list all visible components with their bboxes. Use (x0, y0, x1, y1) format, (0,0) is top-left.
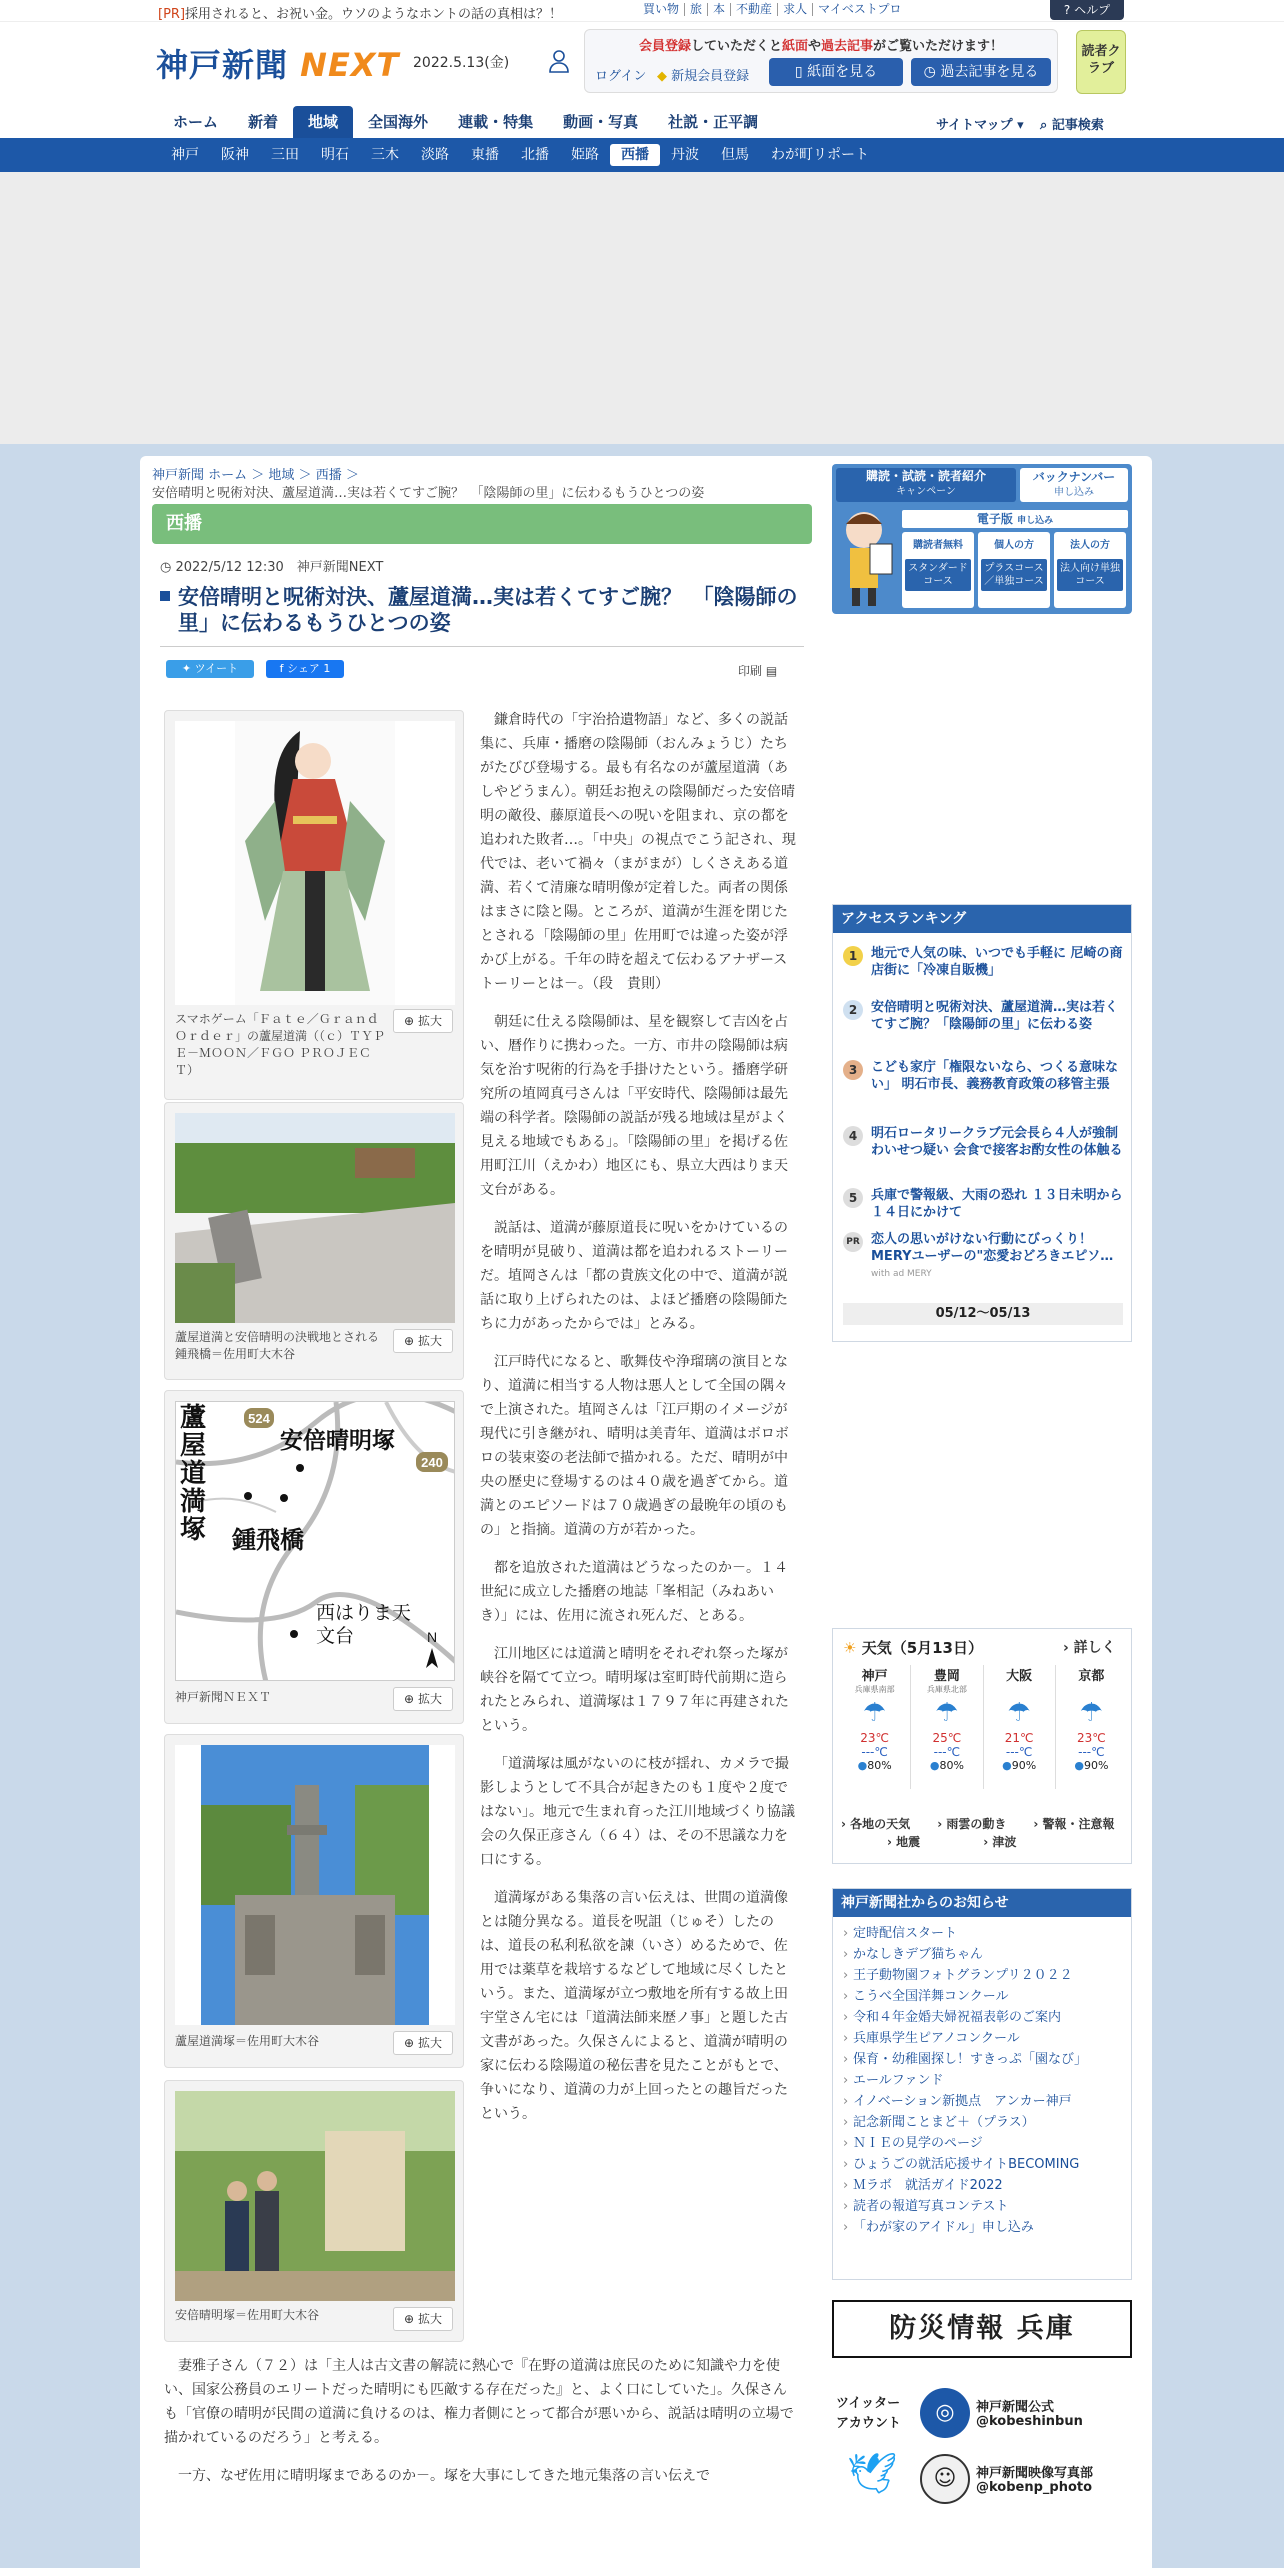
ranking-item[interactable] (843, 1187, 1123, 1221)
personal-label: 個人の方 (994, 540, 1034, 551)
corporate-label: 法人の方 (1070, 540, 1110, 551)
news-item[interactable]: › 「わが家のアイドル」申し込み (843, 2217, 1121, 2238)
figure-caption: 蘆屋道満と安倍晴明の決戦地とされる鍾飛橋＝佐用町大木谷 (175, 1330, 380, 1361)
map-route-240: 240 (421, 1455, 443, 1470)
article-date: 2022/5/12 12:30 (175, 560, 284, 575)
campaign-banner[interactable] (832, 464, 1132, 614)
backnumber-box[interactable] (1020, 468, 1128, 502)
member-lead-5: 過去記事 (821, 39, 874, 54)
article-paragraph: 朝廷に仕える陰陽師は、星を観察して吉凶を占い、暦作りに携わった。一方、市井の陰陽師は病気を治す呪術的行為を手掛けたという。播磨学研究所の埴岡真弓さんは「平安時代、陰陽師は最先端の科学者。陰陽師の説話が残る地域は星がよく見える地域でもある」。「陰陽師の里」を掲げる佐用町江川（えかわ）地区にも、県立大西はりま天文台がある。 (480, 1014, 788, 1198)
weather-city-kobe[interactable] (839, 1665, 911, 1789)
headline-divider (160, 646, 804, 647)
ranking-title: アクセスランキング (833, 905, 1131, 933)
ranking-text: 兵庫で警報級、大雨の恐れ １３日未明から１４日にかけて (871, 1188, 1123, 1220)
ranking-range: 05/12～05/13 (843, 1303, 1123, 1325)
city-area (984, 1684, 1055, 1695)
weather-link-earthquake[interactable]: › 地震 (887, 1835, 921, 1849)
zoom-icon: ⊕ (404, 2036, 415, 2050)
denshi-header (902, 510, 1128, 528)
help-button[interactable] (1050, 0, 1124, 20)
zoom-label: 拡大 (417, 1692, 442, 1706)
map-label-doman: 蘆屋道満塚 (180, 1403, 207, 1545)
city-pop-row (984, 1759, 1055, 1772)
breadcrumb-home[interactable]: 神戸新聞 ホーム (152, 468, 248, 483)
news-item[interactable]: › ＮＩＥの見学のページ (843, 2133, 1121, 2154)
sub-nav (0, 138, 1284, 172)
zoom-label: 拡大 (417, 2312, 442, 2326)
register-label: 新規会員登録 (671, 69, 750, 84)
subnav-town-report[interactable]: わが町リポート (771, 147, 869, 163)
toplink-jobs[interactable]: 求人 (778, 3, 813, 16)
breadcrumb-region[interactable]: 西播 (315, 468, 342, 483)
mascot-icon (836, 504, 898, 610)
zoom-button[interactable] (393, 1687, 453, 1711)
article-headline: 安倍晴明と呪術対決、蘆屋道満…実は若くてすご腕？ 「陰陽師の里」に伝わるもうひとつの姿 (160, 584, 804, 636)
zoom-label: 拡大 (417, 2036, 442, 2050)
news-item[interactable]: › 読者の報道写真コンテスト (843, 2196, 1121, 2217)
pr-link[interactable] (158, 3, 562, 22)
news-item[interactable]: › こうべ全国洋舞コンクール (843, 1986, 1121, 2007)
reader-club-button[interactable]: 読者クラブ (1076, 30, 1126, 94)
zoom-button[interactable] (393, 1009, 453, 1033)
zoom-button[interactable] (393, 2307, 453, 2331)
campaign-subtitle: キャンペーン (896, 486, 956, 497)
nav-home[interactable]: ホーム (173, 113, 219, 131)
member-lead-2: していただくと (690, 39, 782, 54)
help-icon: ? (1063, 3, 1071, 17)
weather-links (841, 1815, 1131, 1851)
zoom-icon: ⊕ (404, 1692, 415, 1706)
area-title-bar: 西播 (152, 504, 812, 544)
chevron-down-icon: ▾ (1017, 118, 1024, 133)
weather-widget (832, 1628, 1132, 1864)
zoom-label: 拡大 (417, 1334, 442, 1348)
zoom-icon: ⊕ (404, 2312, 415, 2326)
facebook-share-button[interactable] (266, 660, 344, 678)
news-list (833, 1917, 1131, 2244)
article-body (480, 708, 796, 2140)
city-pop: 80% (939, 1759, 964, 1772)
rain-icon: ☂ (862, 1698, 887, 1728)
past-articles-label: 過去記事を見る (940, 64, 1039, 80)
page-container (140, 456, 1152, 2568)
subnav-hanshin[interactable]: 阪神 (221, 147, 249, 163)
article-dateline (160, 556, 383, 575)
figure-image-seimei-tomb[interactable] (175, 2091, 455, 2301)
city-area: 兵庫県北部 (926, 1685, 967, 1694)
pr-tag: [PR] (158, 7, 186, 22)
twitter-label: ツイッターアカウント (836, 2396, 901, 2431)
news-title: 神戸新聞社からのお知らせ (833, 1889, 1131, 1917)
ranking-text: 明石ロータリークラブ元会長ら４人が強制わいせつ疑い 会食で接客お酌女性の体触る (871, 1126, 1123, 1158)
weather-link-warnings[interactable]: › 警報・注意報 (1033, 1817, 1115, 1831)
city-high: 25℃ (932, 1731, 962, 1745)
city-high: 23℃ (1077, 1731, 1106, 1745)
map-route-524: 524 (248, 1411, 270, 1426)
city-high: 21℃ (1004, 1731, 1034, 1745)
zoom-icon: ⊕ (404, 1014, 415, 1028)
map-north-label: N (426, 1629, 438, 1645)
twitter-account-photo[interactable] (920, 2452, 1130, 2508)
city-name: 大阪 (1006, 1669, 1033, 1684)
city-name: 神戸 (861, 1669, 888, 1684)
user-icon[interactable] (548, 48, 570, 74)
character-illustration (175, 721, 455, 1005)
subnav-tohban[interactable]: 東播 (471, 147, 499, 163)
ranking-item[interactable] (843, 1059, 1123, 1093)
article-paragraph: 妻雅子さん（７２）は「主人は古文書の解読に熱心で『在野の道満は庶民のために知識や力を使い、国家公務員のエリートだった晴明にも匹敵する存在だった』と、よく口にしていた」。久保さんも「官僚の晴明が民間の道満に負けるのは、権力者側にとって都合が悪いから、説話は晴明の立場で描かれているのだろう」と考える。 (164, 2358, 794, 2446)
figure-caption: スマホゲーム「Ｆａｔｅ／Ｇｒａｎｄ Ｏｒｄｅｒ」の蘆屋道満（（ｃ）ＴＹＰＥ－ＭＯＯＮ／ＦＧＯ ＰＲＯＪＥＣＴ） (175, 1012, 391, 1077)
nav-new[interactable]: 新着 (248, 113, 279, 131)
toplink-shopping[interactable]: 買い物 (638, 3, 685, 16)
weather-link-label: 警報・注意報 (1042, 1817, 1115, 1831)
site-header (0, 22, 1284, 138)
subnav-miki[interactable]: 三木 (371, 147, 399, 163)
zoom-button[interactable] (393, 1329, 453, 1353)
rank-badge: 5 (843, 1188, 863, 1208)
sitemap-label: サイトマップ (936, 118, 1013, 133)
photo-mascot-icon: ☺ (920, 2454, 970, 2504)
pr-text: 採用されると、お祝い金。ウソのようなホントの話の真相は？！ (185, 7, 563, 22)
article-paragraph: 説話は、道満が藤原道長に呪いをかけているのを晴明が見破り、道満は都を追われるストーリーだ。埴岡さんは「都の貴族文化の中で、道満が説話に取り上げられたのは、よほど播磨の陰陽師たちに力があったからでは」とみる。 (480, 1220, 788, 1332)
ad-space (0, 172, 1284, 444)
figure-image-character[interactable] (175, 721, 455, 1005)
nav-region[interactable]: 地域 (293, 106, 353, 138)
corporate-course: 法人向け単独コース (1057, 559, 1123, 591)
subnav-sanda[interactable]: 三田 (271, 147, 299, 163)
free-course-label: 購読者無料 (913, 540, 963, 551)
personal-course-box[interactable] (978, 532, 1050, 608)
kobe-logo-icon: ◎ (920, 2388, 970, 2438)
news-item[interactable]: › 定時配信スタート (843, 1923, 1121, 1944)
city-low: ---℃ (1078, 1745, 1105, 1759)
help-label: ヘルプ (1074, 3, 1111, 17)
search-icon: ⌕ (1040, 118, 1048, 133)
rank-badge: 4 (843, 1126, 863, 1146)
member-lead-4: や (808, 39, 822, 54)
facebook-icon: f (279, 662, 284, 675)
corporate-course-box[interactable] (1054, 532, 1126, 608)
city-low: ---℃ (1005, 1745, 1033, 1759)
nav-series[interactable]: 連載・特集 (458, 113, 534, 131)
article-figure (164, 710, 464, 1100)
breadcrumb-area[interactable]: 地域 (268, 468, 295, 483)
article-paragraph: 都を追放された道満はどうなったのか－。１４世紀に成立した播磨の地誌「峯相記（みねあいき）」には、佐用に流され死んだ、とある。 (480, 1560, 788, 1624)
rank-badge: 3 (843, 1060, 863, 1080)
city-name: 京都 (1078, 1669, 1105, 1684)
news-item[interactable]: › エールファンド (843, 2070, 1121, 2091)
ranking-item[interactable] (843, 999, 1123, 1033)
drop-icon: ● (857, 1759, 868, 1772)
twitter-icon: ✦ (181, 662, 192, 675)
clock-icon: ◷ (923, 64, 936, 80)
article-paragraph: 「道満塚は風がないのに枝が揺れ、カメラで撮影しようとして不具合が起きたのも１度や２度ではない」。地元で生まれ育った江川地域づくり協議会の久保正彦さん（６４）は、その不思議な力を口にする。 (480, 1756, 795, 1868)
article-paragraph: 鎌倉時代の「宇治拾遺物語」など、多くの説話集に、兵庫・播磨の陰陽師（おんみょうじ）たちがたびび登場する。最も有名なのが蘆屋道満（あしやどうまん）。朝廷お抱えの陰陽師だった安倍晴明の敵役、藤原道長への呪いを阻まれ、京の都を追われた敗者…。「中央」の視点でこう記され、現代では、老いて禍々（まがまが）しくさえある道満、若くて清廉な晴明像が定着した。両者の関係はまさに陰と陽。ところが、道満が生涯を閉じたとされる「陰陽師の里」佐用町では違った姿が浮かび上がる。千年の時を超えて伝わるアナザーストーリーとは－。（段 貴則） (480, 712, 796, 992)
article-figure (164, 1390, 464, 1724)
ranking-item[interactable] (843, 1231, 1123, 1265)
news-item[interactable]: › Ｍラボ 就活ガイド2022 (843, 2175, 1121, 2196)
breadcrumb: 神戸新聞 ホーム ＞ 地域 ＞ 西播 ＞ (152, 468, 359, 483)
free-course-box[interactable] (902, 532, 974, 608)
sitemap-link[interactable] (936, 114, 1024, 133)
view-paper-label: 紙面を見る (807, 64, 878, 80)
ranking-item[interactable] (843, 1125, 1123, 1159)
member-box (584, 29, 1058, 93)
drop-icon: ● (1074, 1759, 1084, 1772)
print-icon: ▤ (765, 664, 778, 678)
main-nav (158, 106, 773, 138)
beginner-icon: ◆ (657, 69, 667, 84)
disaster-info-banner[interactable]: 防災情報 兵庫 (832, 2300, 1132, 2358)
twitter-account-id: @kobenp_photo (976, 2480, 1093, 2495)
top-bar (0, 0, 1284, 22)
register-link[interactable] (657, 65, 749, 84)
tweet-button[interactable] (166, 660, 254, 678)
article-paragraph: 江川地区には道満と晴明をそれぞれ祭った塚が峡谷を隔てて立つ。晴明塚は室町時代前期に造られたとみられ、道満塚は１７９７年に再建されたという。 (480, 1646, 789, 1734)
twitter-account-official[interactable] (920, 2386, 1130, 2442)
ranking-text: 恋人の思いがけない行動にびっくり！MERYユーザーの"恋愛おどろきエピソ… (871, 1232, 1114, 1264)
clock-icon: ◷ (160, 560, 172, 575)
news-item[interactable]: › イノベーション新拠点 アンカー神戸 (843, 2091, 1121, 2112)
map-label-observatory: 西はりま天文台 (316, 1602, 412, 1647)
toplink-books[interactable]: 本 (708, 3, 731, 16)
standard-course: スタンダードコース (905, 559, 971, 591)
article-paragraph: 道満塚がある集落の言い伝えは、世間の道満像とは随分異なる。道長を呪詛（じゅそ）したのは、道長の私利私欲を諫（いさ）めるためで、佐用では薬草を栽培するなどして地域に尽くしたという。また、道満塚が立つ敷地を所有する故上田宇堂さん宅には「道満法師来歴ノ事」と題した古文書があった。久保さんによると、道満が晴明の家に伝わる陰陽道の秘伝書を見たことがもとで、争いになり、道満の力が上回ったとの趣旨だったという。 (480, 1890, 788, 2122)
weather-more-link[interactable] (1063, 1637, 1116, 1657)
city-pop: 90% (1011, 1759, 1037, 1772)
city-pop-row (1056, 1759, 1127, 1772)
zoom-button[interactable] (393, 2031, 453, 2055)
member-lead-6: がご覧いただけます！ (873, 39, 1004, 54)
map-label-bridge: 鍾飛橋 (232, 1526, 304, 1554)
zoom-label: 拡大 (417, 1014, 442, 1028)
figure-caption: 蘆屋道満塚＝佐用町大木谷 (175, 2034, 320, 2048)
header-date: 2022.5.13(金) (413, 55, 510, 71)
article-figure (164, 1734, 464, 2068)
ranking-item[interactable] (843, 945, 1123, 979)
news-item[interactable]: › 令和４年金婚夫婦祝福表彰のご案内 (843, 2007, 1121, 2028)
past-articles-button[interactable] (911, 58, 1051, 86)
north-arrow-icon (426, 1648, 438, 1668)
weather-city-osaka[interactable] (984, 1665, 1056, 1789)
weather-link-tsunami[interactable]: › 津波 (983, 1835, 1017, 1849)
twitter-accounts (832, 2380, 1132, 2520)
ranking-text: こども家庁「権限ないなら、つくる意味ない」 明石市長、義務教育政策の移管主張 (871, 1060, 1119, 1092)
article-paragraph: 江戸時代になると、歌舞伎や浄瑠璃の演目となり、道満に相当する人物は悪人として全国の隅々で上演された。埴岡さんは「江戸期のイメージが現代に引き継がれ、晴明は美青年、道満はボロボロの装束姿の老法師で描かれる。ただ、晴明が中央の歴史に登場するのは４０歳を過ぎてから。道満とのエピソードは７０歳過ぎの最晩年の頃のもの」と指摘。道満の方が若かった。 (480, 1354, 789, 1538)
subnav-himeji[interactable]: 姫路 (571, 147, 599, 163)
city-pop-row (911, 1759, 982, 1772)
twitter-account-name: 神戸新聞映像写真部 (976, 2466, 1094, 2481)
weather-link-label: 各地の天気 (850, 1817, 911, 1831)
news-item[interactable]: › かなしきデブ猫ちゃん (843, 1944, 1121, 1965)
map-label-seimei: 安倍晴明塚 (280, 1428, 395, 1454)
zoom-icon: ⊕ (404, 1334, 415, 1348)
subnav-kobe[interactable]: 神戸 (171, 147, 199, 163)
backnumber-title: バックナンバー (1032, 470, 1116, 484)
weather-title-wrap (843, 1637, 983, 1658)
view-paper-button[interactable] (769, 58, 903, 86)
weather-link-rain-radar[interactable]: › 雨雲の動き (937, 1817, 1007, 1831)
weather-link-label: 地震 (896, 1835, 921, 1849)
chevron-right-icon: › (1063, 1640, 1069, 1656)
logo-main: 神戸新聞 (156, 46, 289, 84)
subnav-tajima[interactable]: 但馬 (721, 147, 749, 163)
city-name: 豊岡 (933, 1669, 960, 1684)
twitter-account-id: @kobeshinbun (976, 2414, 1083, 2429)
city-low: ---℃ (861, 1745, 888, 1759)
nav-editorial[interactable]: 社説・正平調 (668, 113, 759, 131)
city-area (1056, 1684, 1127, 1695)
subnav-seiban[interactable]: 西播 (610, 144, 660, 166)
rank-badge: 2 (843, 1000, 863, 1020)
toplink-mybestpro[interactable]: マイベストプロ (818, 2, 902, 16)
city-area: 兵庫県南部 (854, 1685, 895, 1694)
rain-icon: ☂ (1079, 1698, 1104, 1728)
city-low: ---℃ (933, 1745, 961, 1759)
seimei-tomb-photo (175, 2091, 455, 2301)
member-lead-3: 紙面 (781, 39, 808, 54)
breadcrumb-current: 安倍晴明と呪術対決、蘆屋道満…実は若くてすご腕？ 「陰陽師の里」に伝わるもうひとつの姿 (152, 486, 705, 501)
twitter-bird-icon[interactable]: 🕊 (846, 2451, 898, 2497)
figure-image-map[interactable] (175, 1401, 455, 1681)
news-item[interactable]: › 兵庫県学生ピアノコンクール (843, 2028, 1121, 2049)
weather-link-label: 雨雲の動き (946, 1817, 1007, 1831)
site-logo[interactable] (156, 40, 399, 86)
news-item[interactable]: › ひょうごの就活応援サイトBECOMING (843, 2154, 1121, 2175)
toplink-realestate[interactable]: 不動産 (731, 3, 778, 16)
tweet-label: ツイート (194, 662, 239, 675)
tomb-photo (175, 1745, 455, 2025)
print-link[interactable] (738, 662, 777, 679)
drop-icon: ● (1002, 1759, 1012, 1772)
rank-badge: 1 (843, 946, 863, 966)
weather-city-kyoto[interactable] (1056, 1665, 1127, 1789)
article-source: 神戸新聞NEXT (296, 560, 384, 575)
sun-icon: ☀ (843, 1639, 857, 1657)
login-link[interactable]: ログイン (595, 69, 647, 84)
share-label: シェア 1 (287, 662, 331, 675)
subnav-hokuban[interactable]: 北播 (521, 147, 549, 163)
bridge-photo (175, 1113, 455, 1323)
twitter-account-name: 神戸新聞公式 (976, 2400, 1055, 2415)
weather-cities (839, 1665, 1127, 1789)
backnumber-sub: 申し込み (1054, 487, 1094, 498)
top-links (638, 3, 906, 16)
article-figure (164, 2080, 464, 2342)
article-figure (164, 1102, 464, 1380)
book-icon: ▯ (794, 64, 803, 80)
figure-caption: 安倍晴明塚＝佐用町大木谷 (175, 2308, 320, 2322)
member-lead (585, 35, 1057, 54)
ranking-text: 地元で人気の味、いつでも手軽に 尼崎の商店街に「冷凍自販機」 (871, 946, 1123, 978)
campaign-title: 購読・試読・読者紹介 (865, 469, 986, 483)
weather-city-toyooka[interactable] (911, 1665, 983, 1789)
article-search-link[interactable] (1040, 114, 1104, 133)
denshi-sub: 申し込み (1017, 516, 1054, 526)
news-item[interactable]: › 王子動物園フォトグランプリ２０２２ (843, 1965, 1121, 1986)
figure-image-doman-tomb[interactable] (175, 1745, 455, 2025)
subnav-akashi[interactable]: 明石 (321, 147, 349, 163)
member-lead-1: 会員登録 (638, 39, 691, 54)
rain-icon: ☂ (935, 1698, 959, 1728)
article-body-full (164, 2354, 796, 2502)
print-label: 印刷 (738, 664, 763, 678)
city-pop: 80% (867, 1759, 892, 1772)
city-high: 23℃ (860, 1731, 889, 1745)
weather-link-label: 津波 (992, 1835, 1017, 1849)
nav-video[interactable]: 動画・写真 (563, 113, 639, 131)
news-item[interactable]: › 記念新聞ことまど＋（プラス） (843, 2112, 1121, 2133)
weather-title: 天気（5月13日） (861, 1639, 983, 1657)
toplink-travel[interactable]: 旅 (685, 3, 708, 16)
city-pop: 90% (1083, 1759, 1109, 1772)
access-ranking (832, 904, 1132, 1342)
article-search-label: 記事検索 (1051, 118, 1104, 133)
figure-image-bridge[interactable] (175, 1113, 455, 1323)
ranking-pr-source: with ad MERY (871, 1269, 932, 1279)
rain-icon: ☂ (1007, 1698, 1031, 1728)
company-news (832, 1888, 1132, 2280)
rank-badge: PR (843, 1232, 863, 1252)
logo-next: NEXT (300, 46, 400, 84)
news-item[interactable]: › 保育・幼稚園探し！すきっぷ「園なび」 (843, 2049, 1121, 2070)
city-pop-row (839, 1759, 910, 1772)
subnav-awaji[interactable]: 淡路 (421, 147, 449, 163)
drop-icon: ● (929, 1759, 940, 1772)
article-paragraph: 一方、なぜ佐用に晴明塚まであるのか－。塚を大事にしてきた地元集落の言い伝えで (178, 2468, 710, 2484)
nav-national[interactable]: 全国海外 (368, 113, 429, 131)
ranking-text: 安倍晴明と呪術対決、蘆屋道満…実は若くてすご腕？「陰陽師の里」に伝わる姿 (871, 1000, 1119, 1032)
campaign-title-box (836, 468, 1016, 502)
plus-course: プラスコース／単独コース (981, 559, 1047, 591)
denshi-label: 電子版 (976, 512, 1013, 526)
weather-link-local[interactable]: › 各地の天気 (841, 1817, 911, 1831)
subnav-tanba[interactable]: 丹波 (671, 147, 699, 163)
weather-more-label: 詳しく (1073, 1640, 1116, 1656)
figure-caption: 神戸新聞ＮＥＸＴ (175, 1690, 272, 1704)
